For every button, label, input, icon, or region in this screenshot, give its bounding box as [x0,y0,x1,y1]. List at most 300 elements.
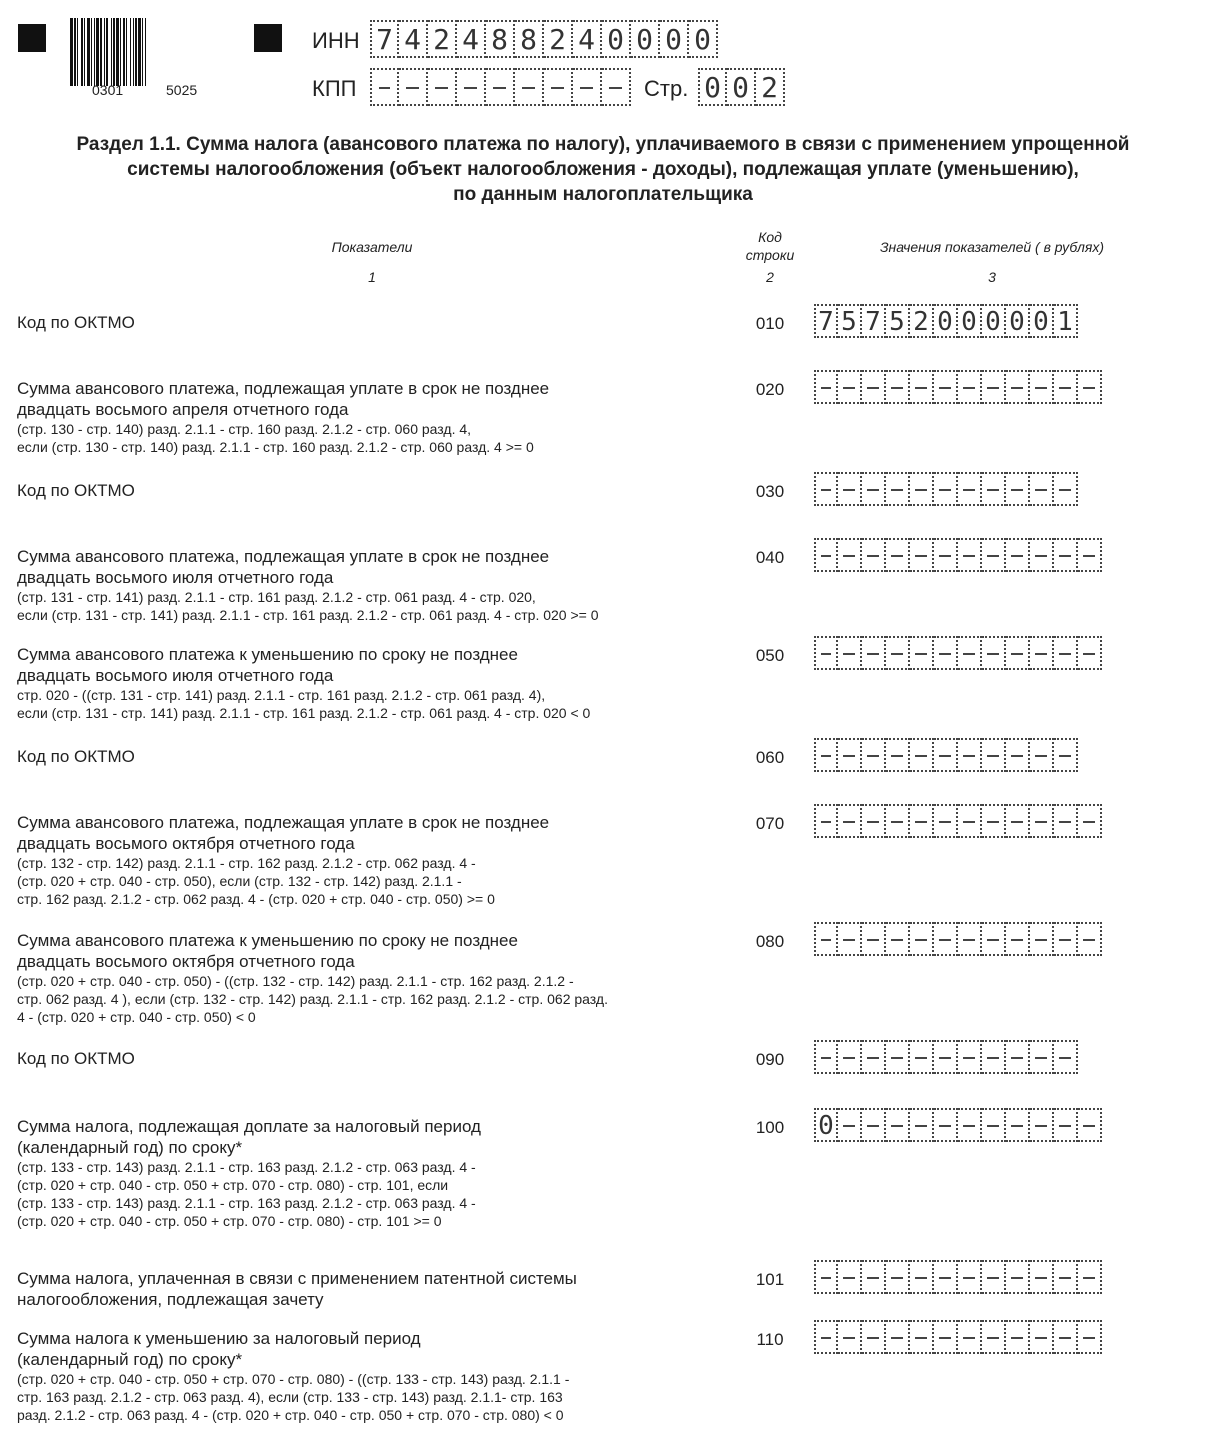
empty-dash [1083,939,1095,941]
digit-cell[interactable] [886,738,910,772]
empty-dash [939,555,951,557]
kpp-label: КПП [312,76,357,101]
digit-cell[interactable] [958,370,982,404]
page-number-field[interactable] [698,68,785,106]
empty-dash [1011,555,1023,557]
empty-dash [1011,1277,1023,1279]
digit-cell[interactable] [814,370,838,404]
indicator-description [17,1268,717,1310]
digit-cell[interactable] [958,636,982,670]
digit-cell[interactable] [958,922,982,956]
indicator-formula-line: (стр. 020 + стр. 040 - стр. 050), если (стр. 132 - стр. 142) разд. 2.1.1 - [17,873,462,889]
value-field-050[interactable] [814,636,1102,670]
row-code: 010 [755,314,785,333]
value-field-070[interactable] [814,804,1102,838]
empty-dash [1083,653,1095,655]
empty-dash [1059,1057,1071,1059]
digit-cell[interactable] [862,922,886,956]
digit-cell[interactable]: 2 [428,20,457,58]
digit-cell[interactable] [934,1040,958,1074]
empty-dash [821,821,831,823]
section-title [0,132,1206,207]
row-code: 060 [755,748,785,767]
digit-cell[interactable] [982,1108,1006,1142]
digit-cell[interactable] [1030,738,1054,772]
digit-cell[interactable] [934,1320,958,1354]
value-field-030[interactable] [814,472,1078,506]
digit-cell[interactable] [1030,1320,1054,1354]
digit-cell[interactable] [862,370,886,404]
digit-cell[interactable]: 0 [1030,304,1054,338]
empty-dash [963,1057,975,1059]
digit-cell[interactable] [934,538,958,572]
digit-cell[interactable]: 5 [838,304,862,338]
empty-dash [843,755,855,757]
empty-dash [1059,939,1071,941]
digit-cell[interactable]: 7 [862,304,886,338]
digit-cell[interactable] [1054,922,1078,956]
digit-cell[interactable] [1054,804,1078,838]
empty-dash [867,821,879,823]
digit-cell[interactable] [1054,1320,1078,1354]
indicator-formula-line: стр. 163 разд. 2.1.2 - стр. 063 разд. 4), если (стр. 133 - стр. 143) разд. 2.1.1- стр. 163 [17,1389,563,1405]
empty-dash [939,939,951,941]
indicator-main-line: двадцать восьмого октября отчетного года [17,952,355,971]
digit-cell[interactable] [886,538,910,572]
value-field-060[interactable] [814,738,1078,772]
kpp-field[interactable] [370,68,631,106]
digit-cell[interactable] [1054,370,1078,404]
empty-dash [939,1057,951,1059]
digit-cell[interactable]: 4 [399,20,428,58]
digit-cell[interactable] [958,1320,982,1354]
digit-cell[interactable] [958,538,982,572]
digit-cell[interactable] [544,68,573,106]
barcode-number-left: 0301 [92,82,124,98]
digit-cell[interactable] [934,472,958,506]
empty-dash [987,387,999,389]
indicator-description [17,1048,717,1069]
digit-cell[interactable] [1030,922,1054,956]
digit-cell[interactable] [910,636,934,670]
digit-cell[interactable] [814,1320,838,1354]
indicator-main-line: Сумма авансового платежа, подлежащая уплате в срок не позднее [17,379,550,398]
digit-cell[interactable] [886,1260,910,1294]
empty-dash [821,939,831,941]
empty-dash [464,87,477,89]
digit-cell[interactable] [838,1108,862,1142]
digit-cell[interactable] [886,804,910,838]
digit-cell[interactable] [814,922,838,956]
digit-cell[interactable] [910,922,934,956]
digit-cell[interactable]: 8 [486,20,515,58]
digit-cell[interactable]: 0 [631,20,660,58]
digit-cell[interactable] [1030,636,1054,670]
empty-dash [915,1337,927,1339]
digit-cell[interactable] [910,472,934,506]
digit-cell[interactable] [934,370,958,404]
digit-cell[interactable] [862,1108,886,1142]
digit-cell[interactable] [910,804,934,838]
indicator-formula-line: (стр. 130 - стр. 140) разд. 2.1.1 - стр. 160 разд. 2.1.2 - стр. 060 разд. 4, [17,421,472,437]
digit-cell[interactable] [958,472,982,506]
indicator-description [17,1116,717,1230]
digit-cell[interactable]: 0 [727,68,756,106]
digit-cell[interactable] [814,738,838,772]
indicator-description [17,746,717,767]
empty-dash [867,1277,879,1279]
indicator-description [17,812,717,908]
indicator-description [17,1328,717,1424]
row-code: 110 [756,1330,784,1349]
digit-cell[interactable] [1054,472,1078,506]
digit-cell[interactable]: 0 [1006,304,1030,338]
digit-cell[interactable] [862,1040,886,1074]
indicator-formula-line: стр. 062 разд. 4 ), если (стр. 132 - стр. 142) разд. 2.1.1 - стр. 162 разд. 2.1.2 - стр. 062 разд. [17,991,608,1007]
value-field-110[interactable] [814,1320,1102,1354]
digit-cell[interactable] [1030,804,1054,838]
empty-dash [987,755,999,757]
digit-cell[interactable] [862,1260,886,1294]
empty-dash [963,1125,975,1127]
indicator-description [17,480,717,501]
empty-dash [867,555,879,557]
row-code: 020 [755,380,785,399]
digit-cell[interactable]: 2 [544,20,573,58]
digit-cell[interactable]: 0 [660,20,689,58]
digit-cell[interactable] [886,370,910,404]
digit-cell[interactable] [1054,1108,1078,1142]
empty-dash [1035,755,1047,757]
digit-cell[interactable] [982,1320,1006,1354]
digit-cell[interactable] [1006,370,1030,404]
digit-cell[interactable] [486,68,515,106]
digit-cell[interactable] [982,538,1006,572]
digit-cell[interactable]: 4 [573,20,602,58]
digit-cell[interactable] [934,636,958,670]
corner-marker-left [18,24,46,52]
digit-cell[interactable] [1006,1320,1030,1354]
digit-cell[interactable]: 0 [602,20,631,58]
digit-cell[interactable] [814,804,838,838]
empty-dash [1083,387,1095,389]
digit-cell[interactable] [814,1040,838,1074]
empty-dash [867,1125,879,1127]
digit-cell[interactable] [982,1040,1006,1074]
digit-cell[interactable] [814,1260,838,1294]
digit-cell[interactable] [958,1260,982,1294]
digit-cell[interactable] [1030,1040,1054,1074]
digit-cell[interactable] [515,68,544,106]
digit-cell[interactable] [838,538,862,572]
empty-dash [580,87,593,89]
empty-dash [867,1337,879,1339]
empty-dash [987,821,999,823]
digit-cell[interactable] [934,922,958,956]
inn-field[interactable] [370,20,718,58]
empty-dash [1011,1125,1023,1127]
digit-cell[interactable]: 2 [910,304,934,338]
digit-cell[interactable] [1030,1260,1054,1294]
row-code: 090 [755,1050,785,1069]
indicator-formula-line: (стр. 132 - стр. 142) разд. 2.1.1 - стр. 162 разд. 2.1.2 - стр. 062 разд. 4 - [17,855,476,871]
digit-cell[interactable] [1030,472,1054,506]
value-field-080[interactable] [814,922,1102,956]
digit-cell[interactable] [1078,370,1102,404]
indicator-main-line: двадцать восьмого июля отчетного года [17,666,334,685]
empty-dash [1035,653,1047,655]
digit-cell[interactable] [1030,1108,1054,1142]
digit-cell[interactable]: 0 [689,20,718,58]
digit-cell[interactable] [838,1320,862,1354]
digit-cell[interactable] [862,1320,886,1354]
digit-cell[interactable] [1078,804,1102,838]
empty-dash [963,1337,975,1339]
digit-cell[interactable] [862,472,886,506]
digit-cell[interactable] [1054,1260,1078,1294]
empty-dash [963,1277,975,1279]
digit-cell[interactable] [1030,538,1054,572]
indicator-formula-line: 4 - (стр. 020 + стр. 040 - стр. 050) < 0 [17,1009,256,1025]
digit-cell[interactable] [886,636,910,670]
digit-cell[interactable] [982,922,1006,956]
indicator-main-line: Код по ОКТМО [17,313,135,332]
digit-cell[interactable]: 0 [934,304,958,338]
corner-marker-right [254,24,282,52]
digit-cell[interactable]: 7 [814,304,838,338]
empty-dash [821,1057,831,1059]
digit-cell[interactable] [886,1040,910,1074]
digit-cell[interactable] [814,538,838,572]
digit-cell[interactable] [428,68,457,106]
empty-dash [1083,821,1095,823]
empty-dash [915,489,927,491]
digit-cell[interactable] [370,68,399,106]
empty-dash [493,87,506,89]
empty-dash [1059,653,1071,655]
digit-cell[interactable] [958,804,982,838]
digit-cell[interactable] [910,1108,934,1142]
digit-cell[interactable] [958,1040,982,1074]
empty-dash [843,1337,855,1339]
digit-cell[interactable] [838,738,862,772]
digit-cell[interactable] [838,1260,862,1294]
empty-dash [1035,1337,1047,1339]
digit-cell[interactable] [838,636,862,670]
empty-dash [915,387,927,389]
digit-cell[interactable] [958,1108,982,1142]
digit-cell[interactable] [1006,1108,1030,1142]
digit-cell[interactable] [910,1320,934,1354]
digit-cell[interactable] [1078,1108,1102,1142]
digit-cell[interactable] [958,738,982,772]
digit-cell[interactable] [910,738,934,772]
indicator-formula-line: (стр. 131 - стр. 141) разд. 2.1.1 - стр. 161 разд. 2.1.2 - стр. 061 разд. 4 - стр. 020, [17,589,536,605]
digit-cell[interactable] [1054,636,1078,670]
digit-cell[interactable] [862,538,886,572]
digit-cell[interactable]: 7 [370,20,399,58]
digit-cell[interactable] [910,538,934,572]
digit-cell[interactable]: 5 [886,304,910,338]
empty-dash [891,939,903,941]
empty-dash [551,87,564,89]
empty-dash [1035,1125,1047,1127]
empty-dash [891,755,903,757]
digit-cell[interactable] [934,804,958,838]
value-field-010[interactable] [814,304,1078,338]
empty-dash [821,555,831,557]
indicator-main-line: налогообложения, подлежащая зачету [17,1290,324,1309]
empty-dash [843,939,855,941]
digit-cell[interactable] [1006,1040,1030,1074]
empty-dash [915,1277,927,1279]
digit-cell[interactable] [602,68,631,106]
indicator-description [17,312,717,333]
digit-cell[interactable] [1006,804,1030,838]
digit-cell[interactable] [886,1108,910,1142]
empty-dash [1035,939,1047,941]
digit-cell[interactable] [934,1108,958,1142]
empty-dash [1059,1277,1071,1279]
value-field-020[interactable] [814,370,1102,404]
section-title-line: системы налогообложения (объект налогообложения - доходы), подлежащая уплате (уменьшению), [127,159,1079,180]
empty-dash [891,1057,903,1059]
digit-cell[interactable] [886,922,910,956]
digit-cell[interactable] [399,68,428,106]
empty-dash [915,1057,927,1059]
value-field-040[interactable] [814,538,1102,572]
empty-dash [821,387,831,389]
indicator-main-line: Код по ОКТМО [17,747,135,766]
empty-dash [1035,821,1047,823]
digit-cell[interactable] [862,738,886,772]
empty-dash [1059,755,1071,757]
digit-cell[interactable] [982,636,1006,670]
indicator-description [17,644,717,722]
empty-dash [963,555,975,557]
digit-cell[interactable] [982,370,1006,404]
empty-dash [843,1277,855,1279]
empty-dash [1011,489,1023,491]
page-label: Стр. [644,76,689,101]
digit-cell[interactable] [573,68,602,106]
digit-cell[interactable] [1054,1040,1078,1074]
digit-cell[interactable]: 1 [1054,304,1078,338]
digit-cell[interactable] [1078,538,1102,572]
inn-label: ИНН [312,28,360,53]
row-code: 080 [755,932,785,951]
digit-cell[interactable] [862,636,886,670]
empty-dash [1035,555,1047,557]
digit-cell[interactable] [1078,636,1102,670]
empty-dash [987,1337,999,1339]
digit-cell[interactable] [910,1260,934,1294]
digit-cell[interactable] [910,370,934,404]
digit-cell[interactable] [934,1260,958,1294]
digit-cell[interactable]: 2 [756,68,785,106]
digit-cell[interactable] [982,472,1006,506]
digit-cell[interactable]: 8 [515,20,544,58]
row-code: 100 [755,1118,785,1137]
empty-dash [939,755,951,757]
indicator-description [17,930,717,1026]
empty-dash [843,821,855,823]
digit-cell[interactable] [457,68,486,106]
empty-dash [987,1057,999,1059]
digit-cell[interactable] [1006,1260,1030,1294]
digit-cell[interactable] [982,1260,1006,1294]
digit-cell[interactable] [838,1040,862,1074]
empty-dash [939,1277,951,1279]
empty-dash [1059,489,1071,491]
digit-cell[interactable] [1054,738,1078,772]
empty-dash [843,653,855,655]
indicator-formula-line: (стр. 020 + стр. 040 - стр. 050 + стр. 070 - стр. 080) - стр. 101 >= 0 [17,1213,442,1229]
empty-dash [821,1277,831,1279]
digit-cell[interactable] [982,804,1006,838]
value-field-100[interactable] [814,1108,1102,1142]
column-header-values: Значения показателей ( в рублях) [879,239,1105,255]
digit-cell[interactable] [934,738,958,772]
value-field-101[interactable] [814,1260,1102,1294]
digit-cell[interactable] [838,370,862,404]
value-field-090[interactable] [814,1040,1078,1074]
digit-cell[interactable] [982,738,1006,772]
digit-cell[interactable]: 0 [958,304,982,338]
digit-cell[interactable] [1078,922,1102,956]
empty-dash [1011,653,1023,655]
empty-dash [939,653,951,655]
digit-cell[interactable] [1078,1320,1102,1354]
digit-cell[interactable]: 0 [698,68,727,106]
digit-cell[interactable] [1006,636,1030,670]
empty-dash [891,489,903,491]
digit-cell[interactable] [1006,472,1030,506]
digit-cell[interactable] [862,804,886,838]
digit-cell[interactable] [814,472,838,506]
column-number-1: 1 [368,269,376,285]
empty-dash [987,939,999,941]
indicator-formula-line: (стр. 020 + стр. 040 - стр. 050) - ((стр. 132 - стр. 142) разд. 2.1.1 - стр. 162 разд. 2.1.2 - [17,973,574,989]
digit-cell[interactable] [838,804,862,838]
digit-cell[interactable]: 4 [457,20,486,58]
indicator-main-line: Код по ОКТМО [17,481,135,500]
digit-cell[interactable] [838,472,862,506]
empty-dash [891,1125,903,1127]
empty-dash [987,1277,999,1279]
digit-cell[interactable] [1006,738,1030,772]
section-title-line: Раздел 1.1. Сумма налога (авансового платежа по налогу), уплачиваемого в связи с применением упрощенной [76,134,1130,155]
digit-cell[interactable] [886,1320,910,1354]
digit-cell[interactable] [1006,922,1030,956]
indicator-main-line: двадцать восьмого апреля отчетного года [17,400,349,419]
digit-cell[interactable] [1054,538,1078,572]
digit-cell[interactable] [886,472,910,506]
empty-dash [963,755,975,757]
indicator-formula-line: (стр. 133 - стр. 143) разд. 2.1.1 - стр. 163 разд. 2.1.2 - стр. 063 разд. 4 - [17,1195,476,1211]
empty-dash [963,387,975,389]
digit-cell[interactable] [814,636,838,670]
empty-dash [987,653,999,655]
digit-cell[interactable] [838,922,862,956]
digit-cell[interactable]: 0 [982,304,1006,338]
empty-dash [1011,755,1023,757]
digit-cell[interactable] [1030,370,1054,404]
digit-cell[interactable] [910,1040,934,1074]
digit-cell[interactable]: 0 [814,1108,838,1142]
digit-cell[interactable] [1078,1260,1102,1294]
digit-cell[interactable] [1006,538,1030,572]
